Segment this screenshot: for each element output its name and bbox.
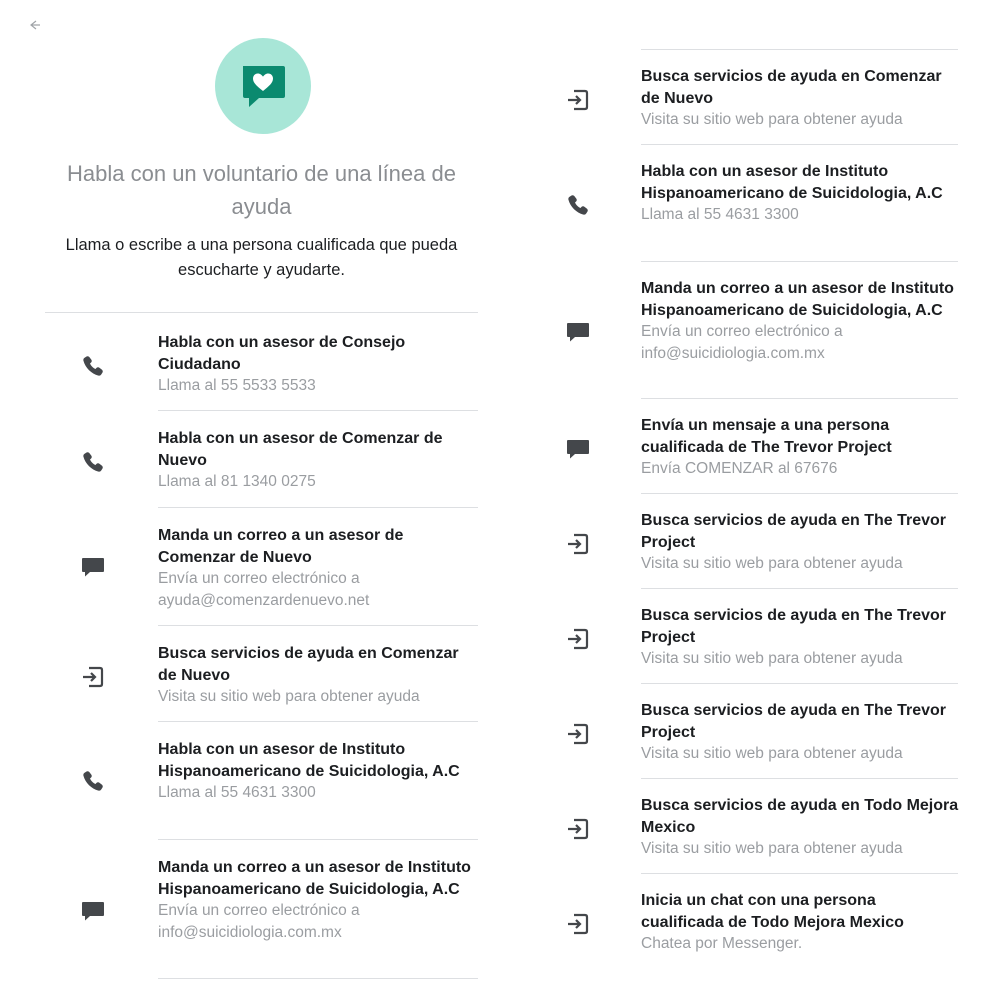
list-item-title: Busca servicios de ayuda en The Trevor Project <box>641 702 947 741</box>
list-item-website-trevor-project[interactable] <box>550 605 958 675</box>
phone-icon <box>79 448 107 476</box>
list-item-subtitle: Visita su sitio web para obtener ayuda <box>158 688 420 705</box>
list-item-subtitle: Llama al 81 1340 0275 <box>158 473 316 490</box>
list-item-title: Busca servicios de ayuda en The Trevor Project <box>641 512 947 551</box>
list-item-email-instituto-hispanoamericano[interactable] <box>45 857 478 967</box>
list-item-subtitle: Envía un correo electrónico a info@suicidiologia.com.mx <box>158 902 360 941</box>
list-item-text-trevor-project[interactable] <box>550 415 958 485</box>
list-item-subtitle: Llama al 55 4631 3300 <box>641 206 799 223</box>
external-link-icon <box>564 910 592 938</box>
divider <box>45 312 478 313</box>
back-arrow-icon[interactable] <box>28 18 46 36</box>
external-link-icon <box>79 663 107 691</box>
list-item-subtitle: Envía un correo electrónico a ayuda@comenzardenuevo.net <box>158 570 370 609</box>
list-item-title: Manda un correo a un asesor de Comenzar de Nuevo <box>158 527 404 566</box>
list-item-title: Busca servicios de ayuda en The Trevor Project <box>641 607 947 646</box>
divider <box>158 721 478 722</box>
list-item-title: Busca servicios de ayuda en Comenzar de Nuevo <box>158 645 459 684</box>
list-item-title: Habla con un asesor de Comenzar de Nuevo <box>158 430 443 469</box>
list-item-website-comenzar-de-nuevo[interactable] <box>45 643 478 713</box>
list-item-title: Inicia un chat con una persona cualificada de Todo Mejora Mexico <box>641 892 904 931</box>
message-icon <box>79 553 107 581</box>
list-item-title: Habla con un asesor de Instituto Hispanoamericano de Suicidologia, A.C <box>641 163 943 202</box>
divider <box>641 683 958 684</box>
external-link-icon <box>564 720 592 748</box>
list-item-subtitle: Chatea por Messenger. <box>641 935 803 952</box>
external-link-icon <box>564 625 592 653</box>
list-item-call-instituto-hispanoamericano[interactable] <box>45 739 478 829</box>
list-item-email-instituto-hispanoamericano[interactable] <box>550 278 958 388</box>
list-item-website-trevor-project[interactable] <box>550 510 958 580</box>
list-item-email-comenzar-de-nuevo[interactable] <box>45 525 478 615</box>
list-item-subtitle: Llama al 55 5533 5533 <box>158 377 316 394</box>
page-title: Habla con un voluntario de una línea de ayuda <box>67 161 456 219</box>
divider <box>158 625 478 626</box>
divider <box>158 839 478 840</box>
list-item-website-trevor-project[interactable] <box>550 700 958 770</box>
divider <box>158 978 478 979</box>
list-item-call-instituto-hispanoamericano[interactable] <box>550 161 958 251</box>
page-subtitle: Llama o escribe a una persona cualificada que pueda escucharte y ayudarte. <box>65 236 458 279</box>
external-link-icon <box>564 86 592 114</box>
list-item-call-comenzar-de-nuevo[interactable] <box>45 428 478 498</box>
external-link-icon <box>564 815 592 843</box>
divider <box>158 507 478 508</box>
divider <box>641 588 958 589</box>
phone-icon <box>564 191 592 219</box>
list-item-subtitle: Envía un correo electrónico a info@suicidiologia.com.mx <box>641 323 843 362</box>
list-item-website-todo-mejora-mexico[interactable] <box>550 795 958 865</box>
list-item-title: Manda un correo a un asesor de Instituto Hispanoamericano de Suicidologia, A.C <box>158 859 471 898</box>
list-item-title: Busca servicios de ayuda en Todo Mejora Mexico <box>641 797 959 836</box>
divider <box>641 873 958 874</box>
list-item-subtitle: Visita su sitio web para obtener ayuda <box>641 111 903 128</box>
message-icon <box>79 897 107 925</box>
list-item-chat-todo-mejora-mexico[interactable] <box>550 890 958 960</box>
heart-chat-icon <box>215 38 311 134</box>
divider <box>641 49 958 50</box>
divider <box>641 778 958 779</box>
list-item-call-consejo-ciudadano[interactable] <box>45 332 478 402</box>
list-item-subtitle: Visita su sitio web para obtener ayuda <box>641 555 903 572</box>
list-item-title: Manda un correo a un asesor de Instituto Hispanoamericano de Suicidologia, A.C <box>641 280 954 319</box>
divider <box>641 144 958 145</box>
list-item-title: Habla con un asesor de Consejo Ciudadano <box>158 334 406 373</box>
list-item-title: Habla con un asesor de Instituto Hispanoamericano de Suicidologia, A.C <box>158 741 460 780</box>
list-item-subtitle: Visita su sitio web para obtener ayuda <box>641 650 903 667</box>
divider <box>641 398 958 399</box>
list-item-title: Envía un mensaje a una persona cualificada de The Trevor Project <box>641 417 892 456</box>
message-icon <box>564 435 592 463</box>
message-icon <box>564 318 592 346</box>
divider <box>641 493 958 494</box>
phone-icon <box>79 352 107 380</box>
list-item-website-comenzar-de-nuevo[interactable] <box>550 66 958 136</box>
list-item-subtitle: Visita su sitio web para obtener ayuda <box>641 840 903 857</box>
phone-icon <box>79 767 107 795</box>
divider <box>158 410 478 411</box>
list-item-subtitle: Llama al 55 4631 3300 <box>158 784 316 801</box>
list-item-title: Busca servicios de ayuda en Comenzar de Nuevo <box>641 68 942 107</box>
list-item-subtitle: Visita su sitio web para obtener ayuda <box>641 745 903 762</box>
list-item-subtitle: Envía COMENZAR al 67676 <box>641 460 838 477</box>
divider <box>641 261 958 262</box>
external-link-icon <box>564 530 592 558</box>
